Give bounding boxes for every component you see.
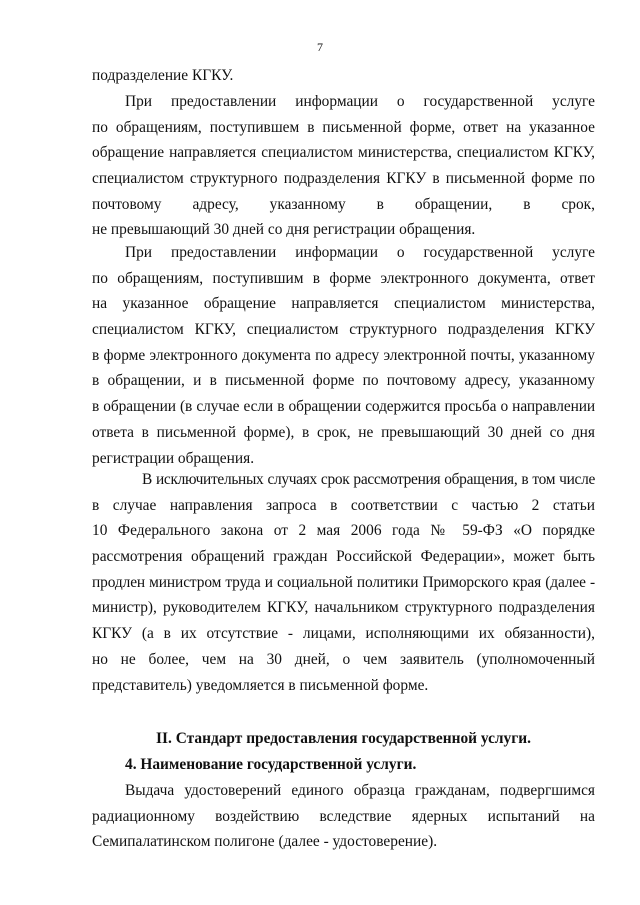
- text-line: в случае направления запроса в соответствии с частью 2 статьи: [92, 496, 595, 514]
- text-line: 10 Федерального закона от 2 мая 2006 года № 59-ФЗ «О порядке: [92, 522, 595, 540]
- text-line: почтовому адресу, указанному в обращении, в срок,: [92, 195, 595, 213]
- text-line: но не более, чем на 30 дней, о чем заявитель (уполномоченный: [92, 650, 595, 668]
- text-line: специалистом структурного подразделения КГКУ в письменной форме по: [92, 170, 595, 188]
- text-line: рассмотрения обращений граждан Российской Федерации», может быть: [92, 548, 595, 566]
- text-line: подразделение КГКУ.: [92, 67, 234, 84]
- text-line: Выдача удостоверений единого образца гражданам, подвергшимся: [125, 782, 595, 799]
- text-line: не превышающий 30 дней со дня регистрации обращения.: [92, 221, 476, 239]
- text-line: В исключительных случаях срок рассмотрения обращения, в том числе: [142, 471, 595, 488]
- paragraph-continuation: [92, 63, 595, 89]
- text-line: в обращении (в случае если в обращении содержится просьба о направлении: [92, 398, 595, 416]
- subsection-heading: 4. Наименование государственной услуги.: [125, 756, 417, 773]
- text-line: министр), руководителем КГКУ, начальником структурного подразделения: [92, 599, 595, 617]
- paragraph-exceptional-cases: [92, 467, 595, 698]
- text-line: продлен министром труда и социальной политики Приморского края (далее -: [92, 573, 595, 591]
- text-line: КГКУ (а в их отсутствие - лицами, исполняющими их обязанности),: [92, 625, 595, 643]
- paragraph-electronic-requests: [92, 240, 595, 471]
- section-heading: II. Стандарт предоставления государственной услуги.: [156, 730, 531, 747]
- text-line: При предоставлении информации о государственной услуге: [125, 93, 595, 110]
- text-line: по обращениям, поступившем в письменной форме, ответ на указанное: [92, 118, 595, 136]
- text-line: в форме электронного документа по адресу электронной почты, указанному: [92, 346, 595, 364]
- paragraph-service-name: [92, 778, 595, 855]
- text-line: радиационному воздействию вследствие ядерных испытаний на: [92, 807, 595, 825]
- text-line: на указанное обращение направляется специалистом министерства,: [92, 295, 595, 313]
- text-line: Семипалатинском полигоне (далее - удостоверение).: [92, 833, 438, 851]
- text-line: в обращении, и в письменной форме по почтовому адресу, указанному: [92, 372, 595, 390]
- text-line: специалистом КГКУ, специалистом структурного подразделения КГКУ: [92, 321, 595, 339]
- page-number: 7: [317, 40, 323, 54]
- text-line: регистрации обращения.: [92, 449, 255, 467]
- text-line: представитель) уведомляется в письменной форме.: [92, 676, 429, 694]
- text-line: При предоставлении информации о государственной услуге: [125, 244, 595, 261]
- text-line: ответа в письменной форме), в срок, не превышающий 30 дней со дня: [92, 423, 595, 441]
- text-line: по обращениям, поступившим в форме электронного документа, ответ: [92, 269, 595, 287]
- text-line: обращение направляется специалистом министерства, специалистом КГКУ,: [92, 144, 595, 162]
- paragraph-written-requests: [92, 89, 595, 243]
